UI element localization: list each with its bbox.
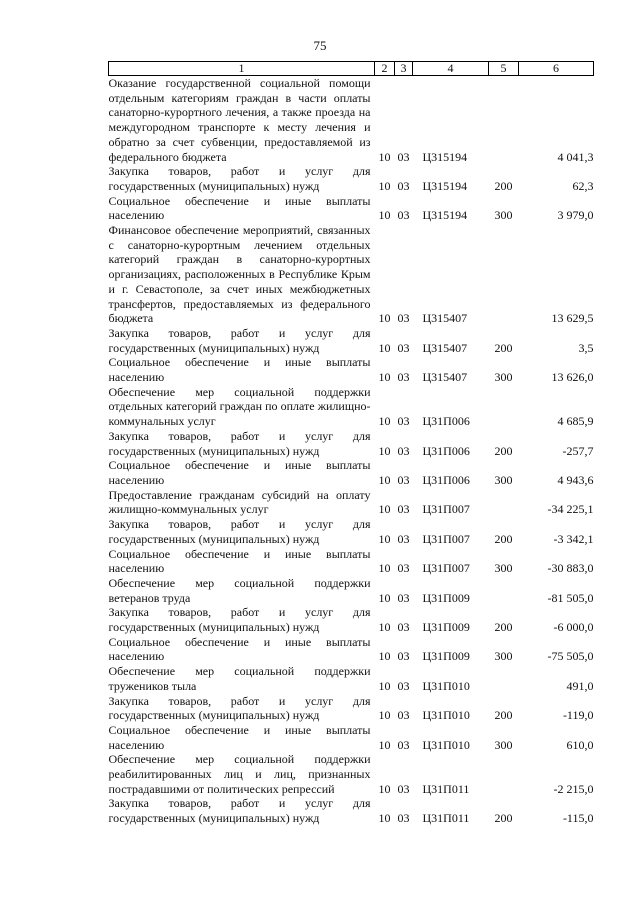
row-expense-type: 200 bbox=[494, 443, 513, 458]
row-code: Ц31П007 bbox=[422, 561, 470, 576]
row-section: 10 bbox=[378, 443, 391, 458]
table-row bbox=[109, 326, 594, 355]
row-subsection: 03 bbox=[397, 561, 410, 576]
row-subsection: 03 bbox=[397, 208, 410, 223]
col-header-4: 4 bbox=[413, 62, 489, 76]
row-expense-type: 200 bbox=[494, 340, 513, 355]
table-header bbox=[109, 62, 594, 76]
row-amount: -30 883,0 bbox=[547, 561, 594, 576]
table-row bbox=[109, 796, 594, 825]
row-amount: 610,0 bbox=[566, 737, 594, 752]
row-subsection: 03 bbox=[397, 340, 410, 355]
row-amount: 4 943,6 bbox=[557, 472, 594, 487]
row-name: Социальное обеспечение и иные выплаты населению bbox=[108, 193, 371, 223]
col-header-1: 1 bbox=[109, 62, 375, 76]
row-name: Обеспечение мер социальной поддержки отдельных категорий граждан по оплате жилищно-коммунальных услуг bbox=[108, 384, 371, 429]
row-code: Ц31П006 bbox=[422, 414, 470, 429]
row-expense-type bbox=[489, 664, 519, 693]
row-amount: -257,7 bbox=[562, 443, 594, 458]
row-section: 10 bbox=[378, 649, 391, 664]
row-subsection: 03 bbox=[397, 370, 410, 385]
row-subsection: 03 bbox=[397, 414, 410, 429]
table-row bbox=[109, 635, 594, 664]
row-code: Ц315407 bbox=[422, 311, 468, 326]
row-section: 10 bbox=[378, 737, 391, 752]
table-row bbox=[109, 355, 594, 384]
row-expense-type bbox=[489, 76, 519, 165]
row-code: Ц31П006 bbox=[422, 443, 470, 458]
row-expense-type: 200 bbox=[494, 811, 513, 826]
table-row bbox=[109, 385, 594, 429]
row-code: Ц31П010 bbox=[422, 708, 470, 723]
row-amount: 3 979,0 bbox=[557, 208, 594, 223]
row-amount: 491,0 bbox=[566, 678, 594, 693]
row-section: 10 bbox=[378, 561, 391, 576]
row-name: Социальное обеспечение и иные выплаты населению bbox=[108, 458, 371, 487]
row-name: Социальное обеспечение и иные выплаты населению bbox=[108, 546, 371, 576]
row-section: 10 bbox=[378, 311, 391, 326]
row-code: Ц315194 bbox=[422, 208, 468, 223]
row-subsection: 03 bbox=[397, 620, 410, 635]
row-expense-type bbox=[489, 752, 519, 796]
row-expense-type: 200 bbox=[494, 531, 513, 546]
row-amount: 4 041,3 bbox=[557, 149, 594, 164]
table-row bbox=[109, 223, 594, 326]
table-row bbox=[109, 164, 594, 193]
row-code: Ц31П009 bbox=[422, 590, 470, 605]
row-name: Закупка товаров, работ и услуг для государственных (муниципальных) нужд bbox=[108, 428, 371, 458]
row-expense-type bbox=[489, 223, 519, 326]
row-amount: 13 626,0 bbox=[551, 370, 594, 385]
row-name: Закупка товаров, работ и услуг для государственных (муниципальных) нужд bbox=[108, 605, 371, 635]
row-name: Обеспечение мер социальной поддержки реабилитированных лиц и лиц, признанных пострадавшими от политических репрессий bbox=[108, 752, 371, 796]
row-name: Предоставление гражданам субсидий на оплату жилищно-коммунальных услуг bbox=[108, 487, 371, 517]
row-code: Ц315194 bbox=[422, 149, 468, 164]
row-subsection: 03 bbox=[397, 737, 410, 752]
row-subsection: 03 bbox=[397, 311, 410, 326]
row-expense-type: 200 bbox=[494, 178, 513, 193]
row-amount: -81 505,0 bbox=[547, 590, 594, 605]
row-expense-type bbox=[489, 385, 519, 429]
row-code: Ц315194 bbox=[422, 178, 468, 193]
row-amount: -34 225,1 bbox=[547, 502, 594, 517]
table-row bbox=[109, 517, 594, 546]
row-subsection: 03 bbox=[397, 590, 410, 605]
row-amount: -119,0 bbox=[562, 708, 594, 723]
row-amount: -115,0 bbox=[562, 811, 594, 826]
row-subsection: 03 bbox=[397, 502, 410, 517]
row-section: 10 bbox=[378, 178, 391, 193]
table-row bbox=[109, 694, 594, 723]
row-subsection: 03 bbox=[397, 149, 410, 164]
table-row bbox=[109, 605, 594, 634]
col-header-5: 5 bbox=[489, 62, 519, 76]
budget-table bbox=[108, 61, 594, 826]
page-number: 75 bbox=[313, 38, 327, 53]
row-expense-type: 300 bbox=[494, 737, 513, 752]
row-subsection: 03 bbox=[397, 781, 410, 796]
row-name: Социальное обеспечение и иные выплаты населению bbox=[108, 634, 371, 664]
row-subsection: 03 bbox=[397, 649, 410, 664]
row-subsection: 03 bbox=[397, 531, 410, 546]
row-subsection: 03 bbox=[397, 678, 410, 693]
row-section: 10 bbox=[378, 781, 391, 796]
row-amount: 13 629,5 bbox=[551, 311, 594, 326]
row-amount: 3,5 bbox=[578, 340, 594, 355]
row-code: Ц315407 bbox=[422, 370, 468, 385]
row-code: Ц31П009 bbox=[422, 620, 470, 635]
row-subsection: 03 bbox=[397, 178, 410, 193]
table-row bbox=[109, 429, 594, 458]
row-amount: -6 000,0 bbox=[553, 620, 594, 635]
row-expense-type: 300 bbox=[494, 208, 513, 223]
row-amount: 4 685,9 bbox=[557, 414, 594, 429]
row-section: 10 bbox=[378, 340, 391, 355]
row-code: Ц31П007 bbox=[422, 531, 470, 546]
row-name: Закупка товаров, работ и услуг для государственных (муниципальных) нужд bbox=[108, 517, 371, 546]
table-row bbox=[109, 194, 594, 223]
row-name: Финансовое обеспечение мероприятий, связанных с санаторно-курортным лечением отдельных категорий граждан в санаторно-курортных организациях, расположенных в Республике Крым и г. Севастополе, за счет иных межбюджетных трансфертов, предоставляемых из федерального бюджета bbox=[108, 223, 371, 326]
row-amount: -75 505,0 bbox=[547, 649, 594, 664]
table-row bbox=[109, 547, 594, 576]
row-section: 10 bbox=[378, 590, 391, 605]
row-section: 10 bbox=[378, 502, 391, 517]
row-amount: -2 215,0 bbox=[553, 781, 594, 796]
row-subsection: 03 bbox=[397, 443, 410, 458]
table-row bbox=[109, 458, 594, 487]
row-code: Ц31П007 bbox=[422, 502, 470, 517]
table-row bbox=[109, 723, 594, 752]
col-header-3: 3 bbox=[395, 62, 413, 76]
row-code: Ц31П011 bbox=[422, 811, 470, 826]
row-expense-type: 300 bbox=[494, 649, 513, 664]
row-section: 10 bbox=[378, 708, 391, 723]
row-name: Закупка товаров, работ и услуг для государственных (муниципальных) нужд bbox=[108, 693, 371, 723]
col-header-6: 6 bbox=[519, 62, 594, 76]
row-code: Ц315407 bbox=[422, 340, 468, 355]
row-code: Ц31П010 bbox=[422, 678, 470, 693]
row-code: Ц31П011 bbox=[422, 781, 470, 796]
row-section: 10 bbox=[378, 149, 391, 164]
row-code: Ц31П010 bbox=[422, 737, 470, 752]
row-expense-type bbox=[489, 576, 519, 605]
col-header-2: 2 bbox=[375, 62, 395, 76]
row-amount: -3 342,1 bbox=[553, 531, 594, 546]
table-body bbox=[109, 76, 594, 826]
row-name: Социальное обеспечение и иные выплаты населению bbox=[108, 722, 371, 752]
row-expense-type: 200 bbox=[494, 708, 513, 723]
table-row bbox=[109, 752, 594, 796]
table-row bbox=[109, 488, 594, 517]
table-row bbox=[109, 576, 594, 605]
row-section: 10 bbox=[378, 370, 391, 385]
row-name: Закупка товаров, работ и услуг для государственных (муниципальных) нужд bbox=[108, 325, 371, 355]
row-section: 10 bbox=[378, 414, 391, 429]
row-section: 10 bbox=[378, 208, 391, 223]
row-section: 10 bbox=[378, 620, 391, 635]
row-subsection: 03 bbox=[397, 472, 410, 487]
row-name: Закупка товаров, работ и услуг для государственных (муниципальных) нужд bbox=[108, 164, 371, 193]
row-section: 10 bbox=[378, 531, 391, 546]
row-code: Ц31П009 bbox=[422, 649, 470, 664]
row-section: 10 bbox=[378, 811, 391, 826]
row-name: Закупка товаров, работ и услуг для государственных (муниципальных) нужд bbox=[108, 796, 371, 826]
row-subsection: 03 bbox=[397, 708, 410, 723]
row-expense-type: 300 bbox=[494, 561, 513, 576]
table-row bbox=[109, 664, 594, 693]
row-name: Обеспечение мер социальной поддержки ветеранов труда bbox=[108, 575, 371, 605]
row-expense-type: 200 bbox=[494, 620, 513, 635]
row-amount: 62,3 bbox=[572, 178, 594, 193]
row-name: Социальное обеспечение и иные выплаты населению bbox=[108, 355, 371, 385]
row-expense-type: 300 bbox=[494, 370, 513, 385]
row-expense-type bbox=[489, 488, 519, 517]
row-subsection: 03 bbox=[397, 811, 410, 826]
row-expense-type: 300 bbox=[494, 472, 513, 487]
row-section: 10 bbox=[378, 472, 391, 487]
row-code: Ц31П006 bbox=[422, 472, 470, 487]
row-name: Обеспечение мер социальной поддержки тружеников тыла bbox=[108, 664, 371, 693]
row-section: 10 bbox=[378, 678, 391, 693]
row-name: Оказание государственной социальной помощи отдельным категориям граждан в части оплаты санаторно-курортного лечения, а также проезда на междугородном транспорте к месту лечения и обратно за счет субвенции, предоставляемой из федерального бюджета bbox=[108, 76, 371, 164]
table-row bbox=[109, 76, 594, 165]
